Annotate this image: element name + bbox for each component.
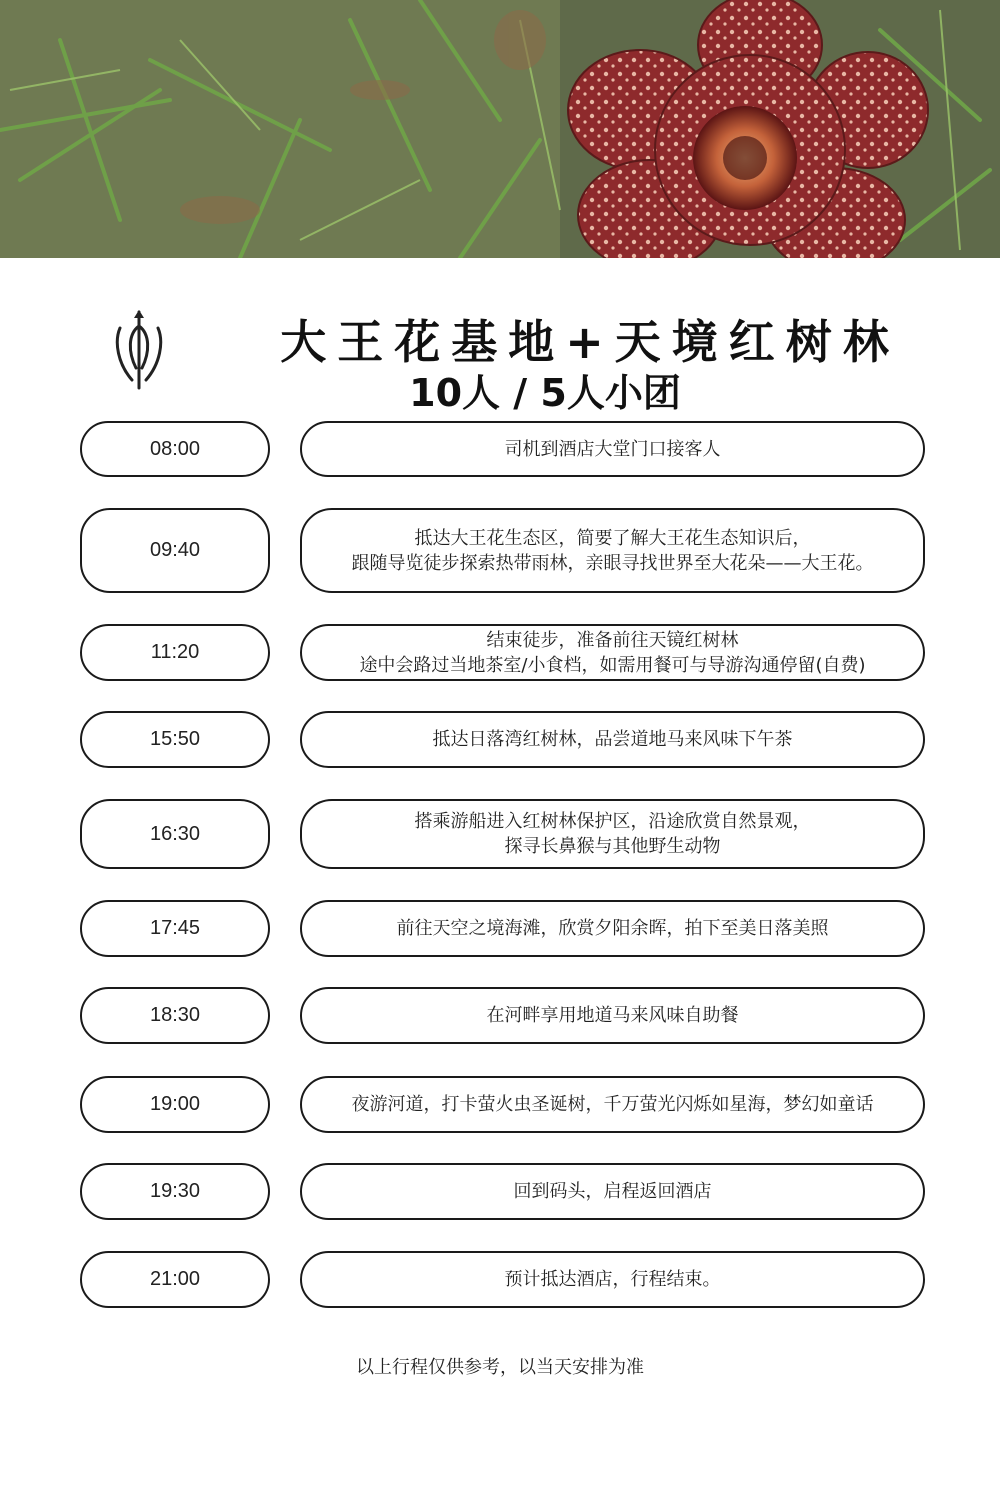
activity-pill [300,900,925,957]
activity-text: 抵达日落湾红树林，品尝道地马来风味下午茶 [432,729,793,750]
schedule-row [0,624,1000,681]
time-pill: 18:30 [80,987,270,1044]
activity-text: 跟随导览徒步探索热带雨林，亲眼寻找世界至大花朵——大王花。 [351,552,874,574]
schedule-row [0,711,1000,768]
activity-text: 结束徒步，准备前往天镜红树林 [486,629,739,651]
schedule-row [0,799,1000,869]
schedule-row [0,1076,1000,1133]
schedule-row [0,508,1000,593]
page-subtitle: 10人 / 5人小团 [409,371,681,415]
time-pill: 16:30 [80,799,270,869]
activity-text: 在河畔享用地道马来风味自助餐 [486,1005,739,1026]
hero-image [0,0,1000,258]
activity-text: 抵达大王花生态区，简要了解大王花生态知识后， [414,527,811,549]
activity-pill [300,508,925,593]
time-pill: 08:00 [80,421,270,477]
footer-note: 以上行程仅供参考，以当天安排为准 [356,1357,644,1378]
activity-pill [300,1251,925,1308]
brand-logo-icon [110,308,168,392]
time-pill: 09:40 [80,508,270,593]
activity-pill [300,711,925,768]
activity-pill [300,1076,925,1133]
time-pill: 19:00 [80,1076,270,1133]
activity-text: 回到码头，启程返回酒店 [513,1181,712,1202]
activity-pill [300,799,925,869]
activity-text: 前往天空之境海滩，欣赏夕阳余晖，拍下至美日落美照 [396,918,829,939]
activity-text: 夜游河道，打卡萤火虫圣诞树，千万萤光闪烁如星海，梦幻如童话 [351,1094,874,1115]
time-pill: 21:00 [80,1251,270,1308]
activity-text: 途中会路过当地茶室/小食档，如需用餐可与导游沟通停留(自费) [359,654,866,676]
activity-text: 搭乘游船进入红树林保护区，沿途欣赏自然景观， [414,811,811,832]
activity-text: 预计抵达酒店，行程结束。 [504,1269,721,1290]
page-title: 大王花基地+天境红树林 [280,315,900,369]
schedule-row [0,421,1000,477]
activity-pill [300,1163,925,1220]
schedule-row [0,1251,1000,1308]
rafflesia-photo [0,0,1000,258]
schedule-row [0,1163,1000,1220]
activity-text: 探寻长鼻猴与其他野生动物 [504,836,721,857]
activity-text: 司机到酒店大堂门口接客人 [504,438,721,460]
time-pill: 17:45 [80,900,270,957]
time-pill: 15:50 [80,711,270,768]
activity-pill [300,421,925,477]
activity-pill [300,987,925,1044]
time-pill: 19:30 [80,1163,270,1220]
activity-pill [300,624,925,681]
time-pill: 11:20 [80,624,270,681]
schedule-row [0,900,1000,957]
schedule-row [0,987,1000,1044]
